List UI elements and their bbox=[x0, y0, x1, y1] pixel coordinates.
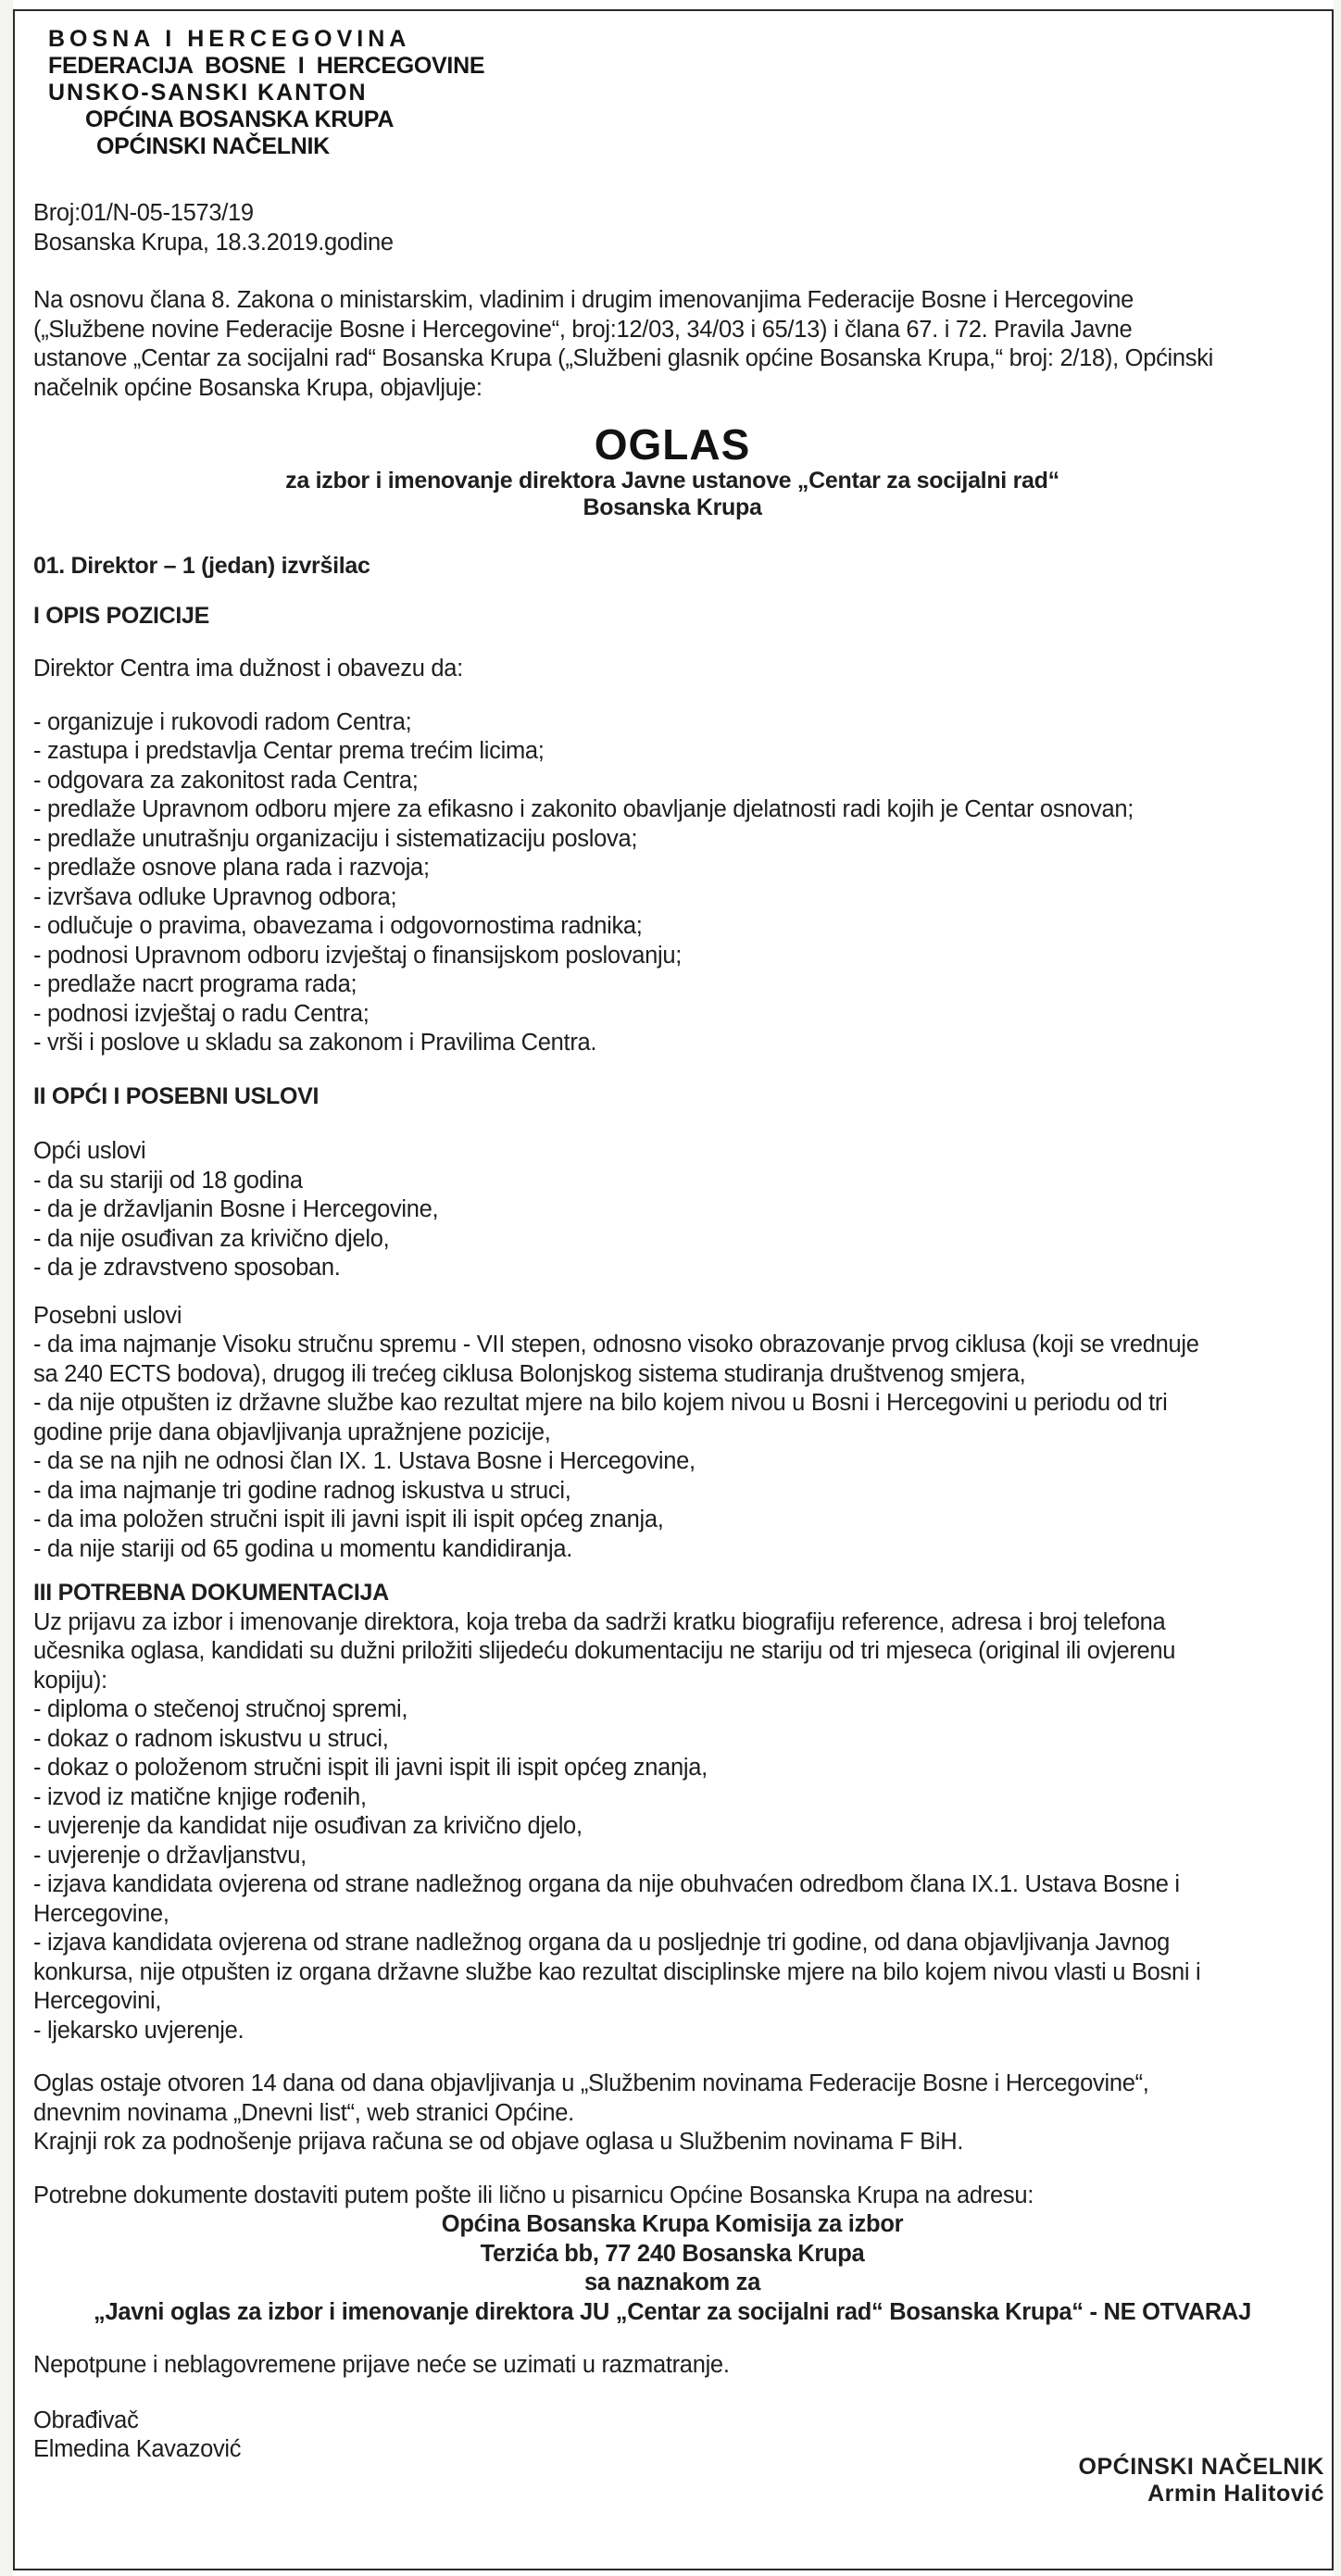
announcement-content bbox=[33, 26, 1311, 2465]
submission-address-street: Terzića bb, 77 240 Bosanska Krupa bbox=[480, 2240, 865, 2267]
list-item: - izjava kandidata ovjerena od strane nadležnog organa da u posljednje tri godine, od dana objavljivanja Javnog bbox=[33, 1930, 1170, 1956]
documentation-list bbox=[33, 1608, 1311, 2046]
list-item: - dokaz o položenom stručni ispit ili javni ispit ili ispit općeg znanja, bbox=[33, 1755, 708, 1781]
list-item: - da su stariji od 18 godina bbox=[33, 1167, 303, 1194]
intro-line: ustanove „Centar za socijalni rad“ Bosanska Krupa („Službeni glasnik općine Bosanska Krupa,“ broj: 2/18), Općinski bbox=[33, 345, 1214, 371]
general-conditions-heading: Opći uslovi bbox=[33, 1138, 146, 1164]
header-mayor-office: OPĆINSKI NAČELNIK bbox=[96, 133, 330, 159]
validity-line: Oglas ostaje otvoren 14 dana od dana objavljivanja u „Službenim novinama Federacije Bosne i Hercegovine“, bbox=[33, 2070, 1149, 2096]
validity-paragraph bbox=[33, 2070, 1311, 2157]
section-2-heading: II OPĆI I POSEBNI USLOVI bbox=[33, 1082, 320, 1109]
list-item: kopiju): bbox=[33, 1667, 107, 1694]
list-item: - odlučuje o pravima, obavezama i odgovornostima radnika; bbox=[33, 913, 643, 939]
prepared-by-label: Obrađivač bbox=[33, 2407, 139, 2433]
intro-paragraph bbox=[33, 286, 1311, 403]
list-item: - podnosi Upravnom odboru izvještaj o finansijskom poslovanju; bbox=[33, 942, 683, 969]
list-item: godine prije dana objavljivanja upražnjene pozicije, bbox=[33, 1419, 551, 1445]
list-item: - da je zdravstveno sposoban. bbox=[33, 1255, 341, 1281]
list-item: - da ima položen stručni ispit ili javni ispit ili ispit općeg znanja, bbox=[33, 1507, 664, 1532]
list-item: - vrši i poslove u skladu sa zakonom i Pravilima Centra. bbox=[33, 1030, 597, 1056]
list-item: - izjava kandidata ovjerena od strane nadležnog organa da nije obuhvaćen odredbom člana IX.1. Ustava Bosne i bbox=[33, 1871, 1180, 1897]
signature-block bbox=[1079, 2454, 1324, 2507]
signature-title: OPĆINSKI NAČELNIK bbox=[1078, 2454, 1324, 2480]
list-item: učesnika oglasa, kandidati su dužni priložiti slijedeću dokumentaciju ne stariju od tri mjeseca (original ili ovjerenu bbox=[33, 1638, 1176, 1664]
list-item: sa 240 ECTS bodova), drugog ili trećeg ciklusa Bolonjskog sistema studiranja društvenog smjera, bbox=[33, 1360, 1026, 1387]
header-federation: FEDERACIJA BOSNE I HERCEGOVINE bbox=[48, 53, 485, 79]
list-item: - da se na njih ne odnosi član IX. 1. Ustava Bosne i Hercegovine, bbox=[33, 1448, 696, 1474]
submission-address-commission: Općina Bosanska Krupa Komisija za izbor bbox=[441, 2211, 904, 2237]
announcement-subtitle-place: Bosanska Krupa bbox=[583, 494, 762, 520]
general-conditions-list bbox=[33, 1167, 1311, 1283]
intro-line: načelnik općine Bosanska Krupa, objavljuje: bbox=[33, 374, 483, 401]
list-item: - odgovara za zakonitost rada Centra; bbox=[33, 767, 419, 794]
list-item: - da je državljanin Bosne i Hercegovine, bbox=[33, 1196, 439, 1222]
list-item: - organizuje i rukovodi radom Centra; bbox=[33, 708, 412, 735]
special-conditions-heading: Posebni uslovi bbox=[33, 1302, 182, 1329]
list-item: - podnosi izvještaj o radu Centra; bbox=[33, 1000, 370, 1027]
intro-line: („Službene novine Federacije Bosne i Hercegovine“, broj:12/03, 34/03 i 65/13) i člana 67. i 72. Pravila Javne bbox=[33, 316, 1133, 343]
list-item: - predlaže osnove plana rada i razvoja; bbox=[33, 855, 430, 881]
validity-line: dnevnim novinama „Dnevni list“, web stranici Općine. bbox=[33, 2099, 574, 2126]
list-item: - uvjerenje o državljanstvu, bbox=[33, 1842, 307, 1869]
list-item: - diploma o stečenoj stručnoj spremi, bbox=[33, 1696, 408, 1722]
list-item: konkursa, nije otpušten iz organa državne službe kao rezultat disciplinske mjere na bilo kojem nivou vlasti u Bosni i bbox=[33, 1958, 1201, 1985]
reference-number: Broj:01/N-05-1573/19 bbox=[33, 200, 254, 226]
list-item: - da nije otpušten iz državne službe kao rezultat mjere na bilo kojem nivou u Bosni i Hercegovini u periodu od tri bbox=[33, 1390, 1168, 1416]
submission-intro: Potrebne dokumente dostaviti putem pošte ili lično u pisarnicu Općine Bosanska Krupa na adresu: bbox=[33, 2182, 1034, 2208]
intro-line: Na osnovu člana 8. Zakona o ministarskim, vladinim i drugim imenovanjima Federacije Bosne i Hercegovine bbox=[33, 287, 1134, 313]
reference-block bbox=[33, 199, 1311, 257]
section-1-lead: Direktor Centra ima dužnost i obavezu da: bbox=[33, 656, 463, 682]
list-item: - da ima najmanje tri godine radnog iskustva u struci, bbox=[33, 1477, 571, 1504]
section-3-heading: III POTREBNA DOKUMENTACIJA bbox=[33, 1580, 389, 1606]
incomplete-notice: Nepotpune i neblagovremene prijave neće se uzimati u razmatranje. bbox=[33, 2352, 730, 2378]
list-item: - dokaz o radnom iskustvu u struci, bbox=[33, 1725, 389, 1752]
list-item: - predlaže Upravnom odboru mjere za efikasno i zakonito obavljanje djelatnosti radi kojih je Centar osnovan; bbox=[33, 796, 1134, 822]
issuer-header bbox=[33, 26, 1311, 160]
header-canton: UNSKO-SANSKI KANTON bbox=[48, 80, 368, 106]
list-item: - ljekarsko uvjerenje. bbox=[33, 2017, 244, 2044]
list-item: Uz prijavu za izbor i imenovanje direktora, koja treba da sadrži kratku biografiju reference, adresa i broj telefona bbox=[33, 1608, 1166, 1635]
list-item: - da nije osuđivan za krivično djelo, bbox=[33, 1225, 390, 1252]
list-item: - da ima najmanje Visoku stručnu spremu - VII stepen, odnosno visoko obrazovanje prvog ciklusa (koji se vrednuje bbox=[33, 1332, 1199, 1357]
list-item: - predlaže unutrašnju organizaciju i sistematizaciju poslova; bbox=[33, 825, 638, 852]
section-1-duties-list bbox=[33, 708, 1311, 1058]
announcement-frame bbox=[13, 9, 1334, 2570]
header-country: BOSNA I HERCEGOVINA bbox=[48, 26, 411, 52]
list-item: Hercegovine, bbox=[33, 1900, 169, 1927]
announcement-title: OGLAS bbox=[594, 420, 751, 469]
adjacent-page-edge-right bbox=[1334, 0, 1341, 2576]
submission-block bbox=[33, 2182, 1311, 2328]
list-item: - da nije stariji od 65 godina u momentu kandidiranja. bbox=[33, 1535, 572, 1562]
list-item: - predlaže nacrt programa rada; bbox=[33, 971, 357, 997]
header-municipality: OPĆINA BOSANSKA KRUPA bbox=[85, 106, 395, 132]
position-heading: 01. Direktor – 1 (jedan) izvršilac bbox=[33, 553, 370, 579]
reference-place-date: Bosanska Krupa, 18.3.2019.godine bbox=[33, 229, 394, 256]
section-1-heading: I OPIS POZICIJE bbox=[33, 602, 209, 629]
announcement-subtitle: za izbor i imenovanje direktora Javne ustanove „Centar za socijalni rad“ bbox=[285, 468, 1059, 494]
list-item: - uvjerenje da kandidat nije osuđivan za krivično djelo, bbox=[33, 1813, 583, 1839]
adjacent-page-edge-left bbox=[0, 0, 13, 2576]
prepared-by-name: Elmedina Kavazović bbox=[33, 2436, 242, 2462]
validity-line: Krajnji rok za podnošenje prijava računa se od objave oglasa u Službenim novinama F BiH. bbox=[33, 2129, 964, 2155]
list-item: - izvršava odluke Upravnog odbora; bbox=[33, 883, 397, 910]
list-item: Hercegovini, bbox=[33, 1988, 162, 2014]
submission-envelope-label: „Javni oglas za izbor i imenovanje direktora JU „Centar za socijalni rad“ Bosanska Krupa“ - NE OTVARAJ bbox=[94, 2298, 1251, 2325]
list-item: - izvod iz matične knjige rođenih, bbox=[33, 1783, 367, 1810]
signature-name: Armin Halitović bbox=[1147, 2481, 1324, 2507]
special-conditions-list bbox=[33, 1331, 1311, 1564]
list-item: - zastupa i predstavlja Centar prema trećim licima; bbox=[33, 738, 545, 764]
submission-note: sa naznakom za bbox=[584, 2270, 760, 2295]
announcement-title-block bbox=[33, 420, 1311, 521]
